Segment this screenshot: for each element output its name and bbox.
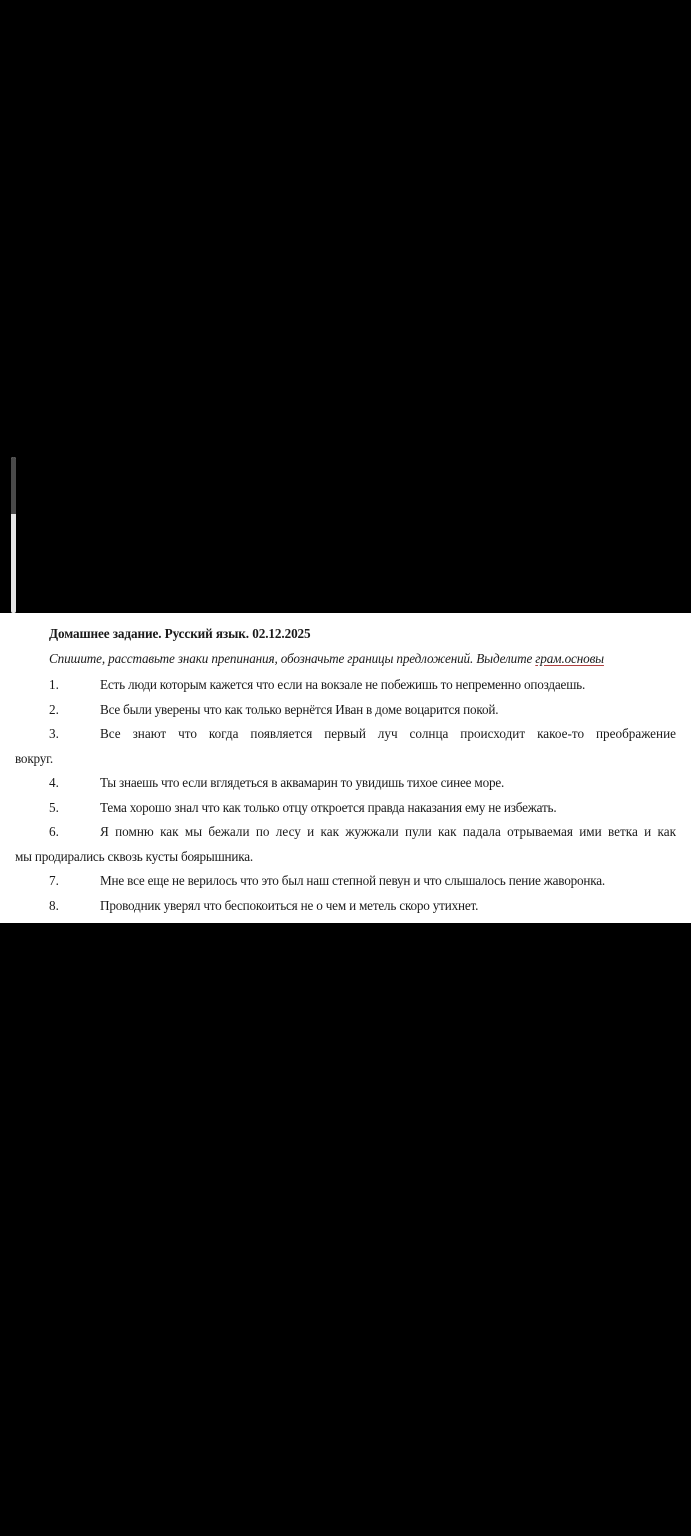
item-number: 1. [49,677,59,692]
item-number: 5. [49,799,59,815]
item-number: 6. [49,824,59,839]
item-text: Все были уверены что как только вернётся Иван в доме воцарится покой. [100,701,499,717]
item-text: Есть люди которым кажется что если на вокзале не побежишь то непременно опоздаешь. [100,677,586,692]
item-text: Ты знаешь что если вглядеться в аквамарин то увидишь тихое синее море. [100,775,505,790]
document-page [0,613,691,923]
item-text: Тема хорошо знал что как только отцу откроется правда наказания ему не избежать. [100,799,557,815]
item-text-continuation: мы продирались сквозь кусты боярышника. [15,848,253,864]
document-title: Домашнее задание. Русский язык. 02.12.2025 [49,626,311,641]
scrollbar-thumb[interactable] [11,457,16,514]
item-number: 4. [49,775,59,790]
item-text: Все знают что когда появляется первый луч солнца происходит какое-то преображение [100,726,676,741]
scrollbar[interactable] [11,457,16,613]
item-text: Проводник уверял что беспокоиться не о чем и метель скоро утихнет. [100,897,479,913]
item-text: Мне все еще не верилось что это был наш степной певун и что слышалось пение жаворонка. [100,873,605,888]
item-number: 7. [49,873,59,888]
item-number: 3. [49,726,59,741]
item-number: 8. [49,897,59,913]
item-text: Я помню как мы бежали по лесу и как жужжали пули как падала отрываемая ими ветка и как [100,824,676,839]
instruction-text: Спишите, расставьте знаки препинания, обозначьте границы предложений. Выделите [49,651,536,666]
item-text-continuation: вокруг. [15,750,53,766]
instruction-underlined-term: грам.основы [535,651,604,666]
item-number: 2. [49,701,59,717]
task-instruction [49,651,604,667]
